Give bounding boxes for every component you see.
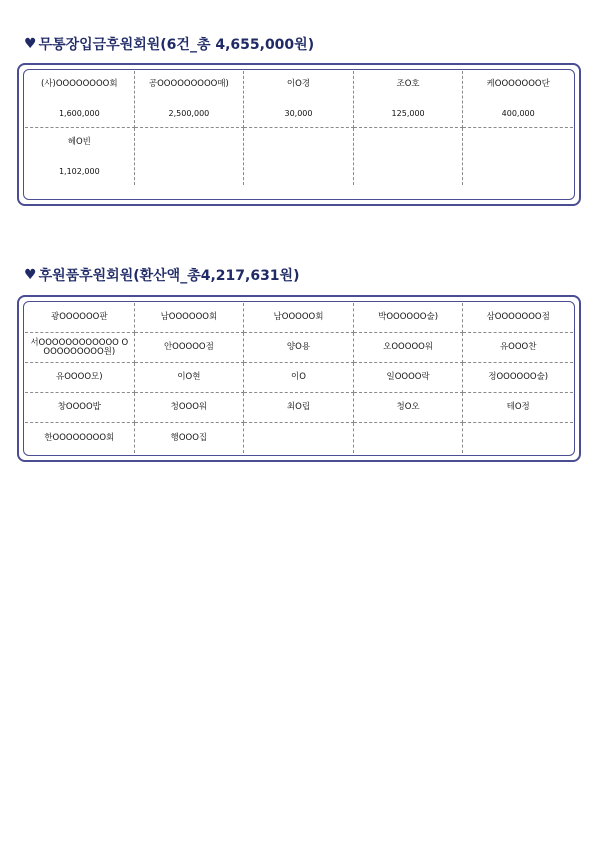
donor-amount: 1,600,000 [58, 109, 100, 118]
donor-cell [354, 303, 464, 333]
donor-name: 이O [291, 372, 306, 382]
donor-name: 최O립 [286, 402, 311, 412]
donor-cell [135, 333, 245, 363]
donor-grid [25, 71, 573, 198]
donor-cell [244, 333, 354, 363]
donor-amount: 1,102,000 [58, 166, 100, 176]
donor-name: 창OOOO밥 [57, 402, 101, 412]
donor-cell [244, 393, 354, 423]
donor-cell [25, 393, 135, 423]
empty-cell [354, 423, 464, 453]
donor-grid [25, 303, 573, 454]
donor-name: 삼OOOOOOO점 [486, 312, 550, 322]
in-kind-donor-table [17, 295, 581, 462]
donor-cell [244, 71, 354, 128]
donor-cell [354, 393, 464, 423]
donor-cell [354, 71, 464, 128]
donor-name: (사)OOOOOOOO회 [41, 79, 118, 89]
donor-name: 박OOOOOO술) [378, 312, 439, 322]
donor-name: 이O현 [177, 372, 201, 382]
donor-name: 서OOOOOOOOOOOO OOOOOOOOOO원) [30, 337, 129, 357]
donor-name: 행OOO집 [170, 432, 208, 443]
donor-name: 한OOOOOOOO회 [44, 432, 115, 443]
donor-name: 정OOOOOO술) [488, 372, 549, 382]
donor-cell [244, 363, 354, 393]
donor-name: 남OOOOOO회 [160, 312, 218, 322]
donor-cell [135, 303, 245, 333]
donor-name: 광OOOOOO판 [51, 312, 108, 322]
donor-name: 케OOOOOOO단 [486, 79, 550, 89]
donor-cell [463, 393, 573, 423]
donor-cell [25, 303, 135, 333]
empty-cell [135, 128, 245, 185]
donor-cell [463, 303, 573, 333]
section-title-text: 후원품후원회원(환산액_총4,217,631원) [38, 268, 300, 284]
donor-name: 이O경 [286, 79, 311, 89]
donor-cell [25, 363, 135, 393]
donor-name: 유OOOO모) [56, 372, 103, 382]
donor-name: 유OOO찬 [499, 342, 537, 352]
donor-name: 양O용 [286, 342, 311, 352]
donor-cell [135, 71, 245, 128]
donor-cell [135, 363, 245, 393]
donor-cell [25, 71, 135, 128]
bank-transfer-donor-table [17, 63, 581, 206]
section-title-text: 무통장입금후원회원(6건_총 4,655,000원) [38, 37, 315, 53]
empty-cell [244, 128, 354, 185]
donor-cell [354, 333, 464, 363]
donor-name: 테O정 [506, 402, 530, 412]
donor-cell [463, 333, 573, 363]
donor-name: 공OOOOOOOOO매) [148, 79, 229, 89]
donor-amount: 125,000 [391, 109, 425, 118]
section-title-in-kind [24, 265, 299, 285]
donor-name: 남OOOOO회 [273, 312, 324, 322]
donor-name: 조O호 [396, 79, 420, 89]
empty-cell [463, 423, 573, 453]
empty-cell [244, 423, 354, 453]
donor-cell [463, 71, 573, 128]
empty-cell [463, 128, 573, 185]
heart-icon: ♥ [24, 267, 37, 283]
donor-amount: 30,000 [284, 109, 313, 118]
donor-cell [354, 363, 464, 393]
empty-cell [354, 128, 464, 185]
donor-cell [135, 423, 245, 453]
donor-cell [25, 333, 135, 363]
donor-name: 일OOOO락 [386, 372, 430, 382]
donor-amount: 400,000 [501, 109, 535, 118]
donor-name: 오OOOOO워 [383, 342, 434, 352]
donor-name: 청OOO워 [170, 402, 208, 412]
donor-cell [25, 423, 135, 453]
donor-amount: 2,500,000 [168, 109, 210, 118]
donor-name: 청O오 [396, 402, 420, 412]
donor-cell [135, 393, 245, 423]
donor-name: 헤O빈 [67, 136, 91, 147]
section-title-bank-transfer [24, 34, 314, 54]
donor-name: 안OOOOO점 [163, 342, 214, 352]
donor-cell [244, 303, 354, 333]
donor-cell [463, 363, 573, 393]
donor-cell [25, 128, 135, 185]
heart-icon: ♥ [24, 36, 37, 52]
